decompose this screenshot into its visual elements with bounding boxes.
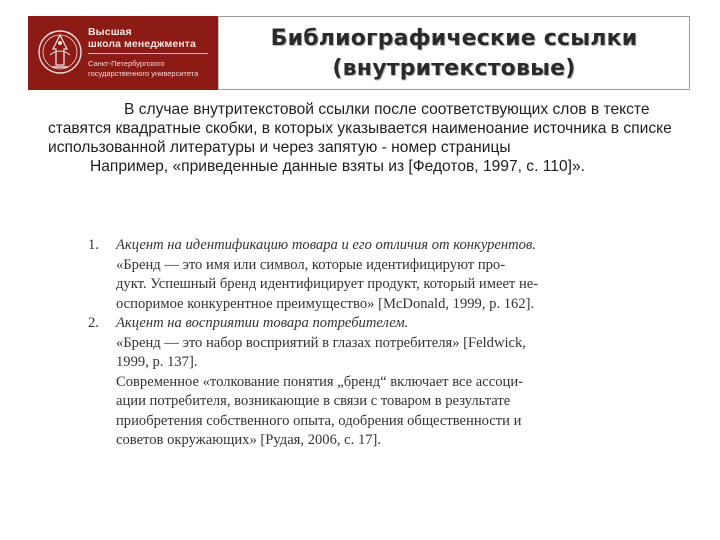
excerpt-line: «Бренд — это имя или символ, которые идентифицируют про-: [116, 256, 506, 273]
excerpt-line: «Бренд — это набор восприятий в глазах потребителя» [Feldwick,: [116, 334, 526, 351]
excerpt-line: оспоримое конкурентное преимущество» [McDonald, 1999, p. 162].: [116, 295, 535, 312]
logo-subtitle-line2: государственного университета: [88, 69, 199, 78]
excerpt-line: советов окружающих» [Рудая, 2006, с. 17].: [116, 432, 382, 448]
excerpt-line: дукт. Успешный бренд идентифицирует продукт, который имеет не-: [116, 276, 539, 292]
excerpt-line: Акцент на идентификацию товара и его отличия от конкурентов.: [116, 237, 536, 253]
logo-title-line2: школа менеджмента: [88, 38, 196, 50]
hsm-logo: [28, 16, 218, 90]
slide-title-line2: (внутритекстовые): [332, 56, 576, 81]
university-emblem-icon: [36, 25, 84, 81]
slide-title-line1: Библиографические ссылки: [270, 26, 638, 51]
excerpt-item-1: [88, 236, 596, 314]
logo-subtitle-line1: Санкт-Петербургского: [88, 59, 165, 68]
excerpt-line: 1999, p. 137].: [116, 354, 198, 370]
intro-paragraph-1: В случае внутритекстовой ссылки после соответствующих слов в тексте ставятся квадратные скобки, в которых указывается наименоание источника в списке использованной литературы и через запятую - номер страницы: [48, 101, 672, 156]
logo-divider: [88, 53, 208, 54]
excerpt-line: Современное «толкование понятия „бренд“ включает все ассоци-: [116, 373, 524, 390]
logo-title-line1: Высшая: [88, 26, 132, 38]
excerpt-item-number: 1.: [88, 237, 99, 253]
excerpt-item-2: [88, 314, 596, 451]
book-excerpt: [88, 236, 596, 451]
slide-title-box: [218, 16, 690, 90]
excerpt-line: Акцент на восприятии товара потребителем.: [116, 315, 409, 331]
intro-paragraph-2: Например, «приведенные данные взяты из [Федотов, 1997, с. 110]».: [90, 158, 585, 175]
excerpt-line: приобретения собственного опыта, одобрения общественности и: [116, 412, 522, 429]
excerpt-line: ации потребителя, возникающие в связи с товаром в результате: [116, 393, 511, 409]
intro-text: [48, 100, 688, 176]
excerpt-item-number: 2.: [88, 315, 99, 331]
